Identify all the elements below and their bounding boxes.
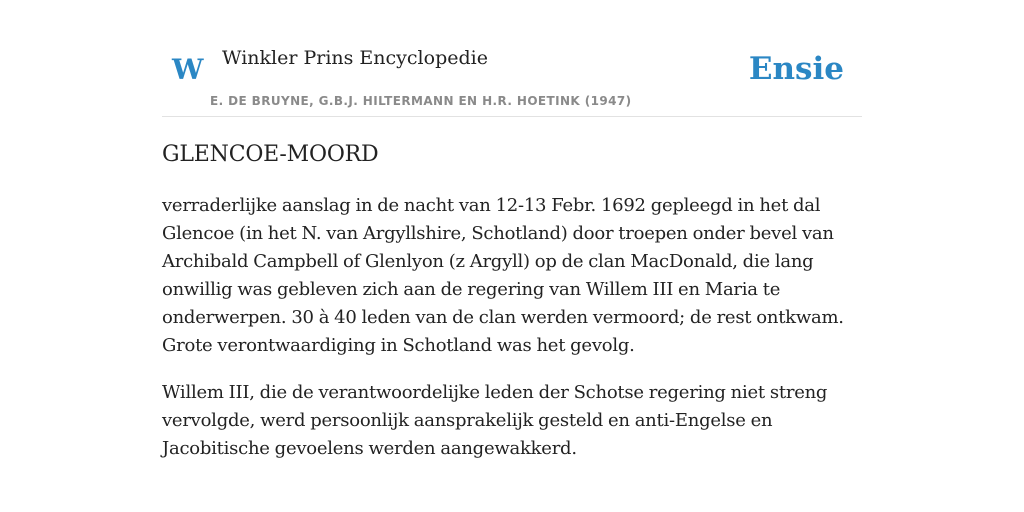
article-paragraph-2: Willem III, die de verantwoordelijke leden der Schotse regering niet streng vervolgde, werd persoonlijk aansprakelijk gesteld en anti-Engelse en Jacobitische gevoelens werden aangewakkerd. (162, 382, 828, 459)
source-authors: E. DE BRUYNE, G.B.J. HILTERMANN EN H.R. HOETINK (1947) (210, 94, 632, 108)
winkler-prins-logo-icon[interactable]: W (172, 53, 204, 86)
ensie-logo-link[interactable]: Ensie (748, 51, 844, 87)
article-paragraph-1: verraderlijke aanslag in de nacht van 12-13 Febr. 1692 gepleegd in het dal Glencoe (in het N. van Argyllshire, Schotland) door troepen onder bevel van Archibald Campbell of Glenlyon (z Argyll) op de clan MacDonald, die lang onwillig was gebleven zich aan de regering van Willem III en Maria te onderwerpen. 30 à 40 leden van de clan werden vermoord; de rest ontkwam. Grote verontwaardiging in Schotland was het gevolg. (162, 195, 844, 356)
source-header (162, 0, 862, 117)
source-title[interactable]: Winkler Prins Encyclopedie (222, 47, 488, 69)
article (162, 138, 862, 463)
article-title: GLENCOE-MOORD (162, 142, 379, 167)
